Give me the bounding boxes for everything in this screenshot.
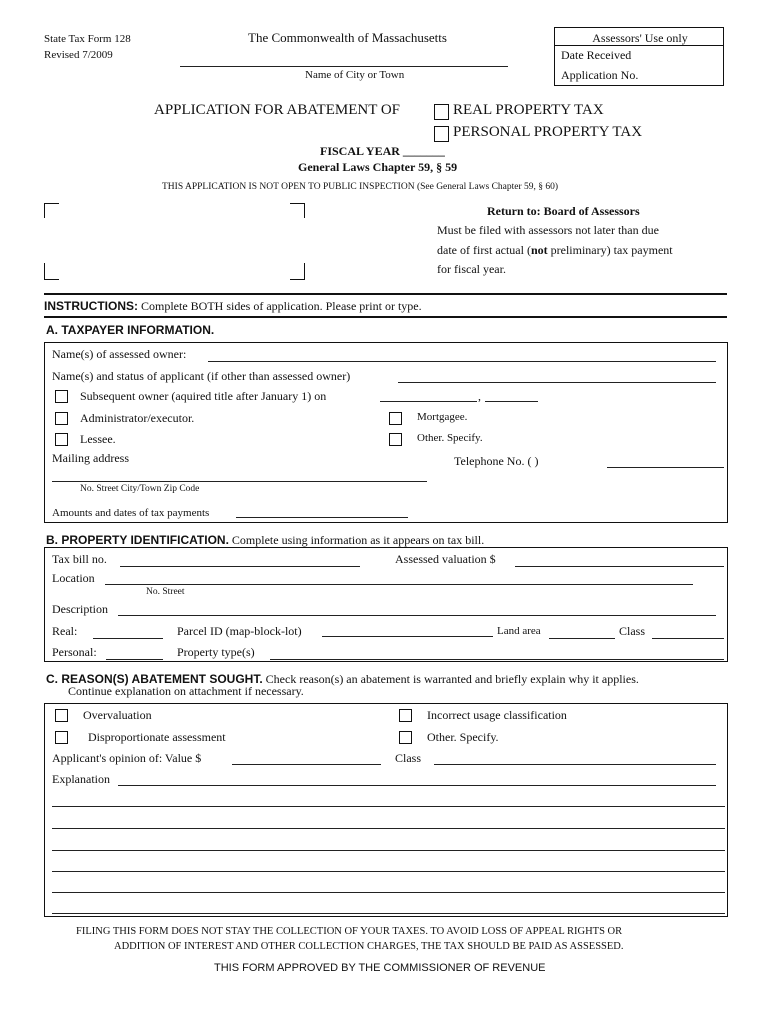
disproportionate-label: Disproportionate assessment (88, 730, 226, 744)
explanation-line[interactable] (52, 828, 725, 829)
overvaluation-checkbox[interactable] (55, 709, 68, 722)
fiscal-year: FISCAL YEAR _______ (320, 144, 445, 158)
assessors-use-box (554, 27, 724, 86)
personal-property-label: PERSONAL PROPERTY TAX (453, 124, 643, 140)
personal-input[interactable] (106, 659, 163, 660)
applicant-input[interactable] (398, 382, 716, 383)
address-window-corner (44, 203, 59, 218)
overvaluation-label: Overvaluation (83, 708, 152, 722)
explanation-line[interactable] (52, 806, 725, 807)
real-property-label: REAL PROPERTY TAX (453, 102, 604, 118)
explanation-label: Explanation (52, 772, 110, 786)
not-open-notice: THIS APPLICATION IS NOT OPEN TO PUBLIC INSPECTION (See General Laws Chapter 59, § 60) (162, 182, 559, 192)
section-b-heading: B. PROPERTY IDENTIFICATION. Complete using information as it appears on tax bill. (46, 533, 485, 547)
subsequent-owner-label: Subsequent owner (aquired title after January 1) on (80, 389, 327, 403)
assessed-owner-label: Name(s) of assessed owner: (52, 347, 187, 361)
footer-notice-2: ADDITION OF INTEREST AND OTHER COLLECTION CHARGES, THE TAX SHOULD BE PAID AS ASSESSED. (114, 941, 624, 952)
divider (44, 316, 727, 318)
address-caption: No. Street City/Town Zip Code (80, 484, 200, 494)
form-id: State Tax Form 128 (44, 33, 131, 45)
class-input-b[interactable] (652, 638, 724, 639)
land-area-input[interactable] (549, 638, 615, 639)
other-checkbox-a[interactable] (389, 433, 402, 446)
telephone-label: Telephone No. ( ) (454, 454, 539, 468)
subsequent-year-input[interactable] (485, 401, 538, 402)
location-label: Location (52, 571, 95, 585)
commonwealth-title: The Commonwealth of Massachusetts (248, 30, 447, 45)
lessee-checkbox[interactable] (55, 433, 68, 446)
other-checkbox-c[interactable] (399, 731, 412, 744)
city-label: Name of City or Town (305, 69, 405, 81)
opinion-value-input[interactable] (232, 764, 381, 765)
real-input[interactable] (93, 638, 163, 639)
assessors-divider (555, 45, 723, 46)
return-to-heading: Return to: Board of Assessors (487, 204, 640, 218)
applicant-label: Name(s) and status of applicant (if other than assessed owner) (52, 369, 351, 383)
telephone-input[interactable] (607, 467, 724, 468)
subsequent-owner-checkbox[interactable] (55, 390, 68, 403)
explanation-line[interactable] (52, 913, 725, 914)
assessors-use-label: Assessors' Use only (592, 31, 688, 45)
incorrect-usage-checkbox[interactable] (399, 709, 412, 722)
return-line-3: for fiscal year. (437, 262, 506, 276)
subsequent-date-input[interactable] (380, 401, 477, 402)
divider (44, 293, 727, 295)
comma: , (478, 389, 481, 403)
amounts-input[interactable] (236, 517, 408, 518)
city-input-line[interactable] (180, 66, 508, 67)
mortgagee-checkbox[interactable] (389, 412, 402, 425)
parcel-id-label: Parcel ID (map-block-lot) (177, 624, 302, 638)
incorrect-usage-label: Incorrect usage classification (427, 708, 567, 722)
personal-property-checkbox[interactable] (434, 126, 449, 142)
mailing-address-input[interactable] (52, 481, 427, 482)
assessed-valuation-input[interactable] (515, 566, 724, 567)
other-label-a: Other. Specify. (417, 432, 483, 444)
parcel-id-input[interactable] (322, 636, 493, 637)
address-window-corner (290, 263, 305, 280)
address-window-corner (290, 203, 305, 218)
administrator-checkbox[interactable] (55, 412, 68, 425)
lessee-label: Lessee. (80, 432, 116, 446)
land-area-label: Land area (497, 625, 541, 637)
approved-notice: THIS FORM APPROVED BY THE COMMISSIONER OF REVENUE (214, 962, 546, 974)
return-line-2: date of first actual (not preliminary) tax payment (437, 243, 673, 257)
application-no-label: Application No. (561, 68, 639, 82)
amounts-label: Amounts and dates of tax payments (52, 507, 210, 519)
mortgagee-label: Mortgagee. (417, 411, 468, 423)
location-caption: No. Street (146, 587, 185, 597)
explanation-line[interactable] (52, 871, 725, 872)
assessed-owner-input[interactable] (208, 361, 716, 362)
instructions: INSTRUCTIONS: Complete BOTH sides of application. Please print or type. (44, 299, 422, 313)
property-types-input[interactable] (270, 659, 724, 660)
tax-bill-input[interactable] (120, 566, 360, 567)
return-line-1: Must be filed with assessors not later than due (437, 223, 659, 237)
personal-label: Personal: (52, 645, 97, 659)
section-b-box (44, 547, 728, 662)
disproportionate-checkbox[interactable] (55, 731, 68, 744)
continue-note: Continue explanation on attachment if necessary. (68, 684, 304, 698)
form-title: APPLICATION FOR ABATEMENT OF (154, 102, 401, 118)
address-window-corner (44, 263, 59, 280)
class-label-b: Class (619, 624, 646, 638)
law-reference: General Laws Chapter 59, § 59 (298, 160, 458, 174)
real-property-checkbox[interactable] (434, 104, 449, 120)
assessed-valuation-label: Assessed valuation $ (395, 552, 496, 566)
tax-bill-label: Tax bill no. (52, 552, 107, 566)
location-input[interactable] (105, 584, 693, 585)
explanation-input[interactable] (118, 785, 716, 786)
other-label-c: Other. Specify. (427, 730, 499, 744)
class-input-c[interactable] (434, 764, 716, 765)
section-a-heading: A. TAXPAYER INFORMATION. (46, 323, 215, 337)
section-c-heading: C. REASON(S) ABATEMENT SOUGHT. Check reason(s) an abatement is warranted and briefly explain why it applies. (46, 672, 639, 686)
description-label: Description (52, 602, 108, 616)
real-label: Real: (52, 624, 78, 638)
footer-notice-1: FILING THIS FORM DOES NOT STAY THE COLLECTION OF YOUR TAXES. TO AVOID LOSS OF APPEAL RIGHTS OR (76, 926, 623, 937)
class-label-c: Class (395, 751, 422, 765)
explanation-line[interactable] (52, 892, 725, 893)
administrator-label: Administrator/executor. (80, 411, 195, 425)
explanation-line[interactable] (52, 850, 725, 851)
date-received-label: Date Received (561, 48, 632, 62)
revised-date: Revised 7/2009 (44, 49, 113, 61)
opinion-label: Applicant's opinion of: Value $ (52, 751, 202, 765)
property-types-label: Property type(s) (177, 645, 255, 659)
mailing-address-label: Mailing address (52, 451, 129, 465)
description-input[interactable] (118, 615, 716, 616)
